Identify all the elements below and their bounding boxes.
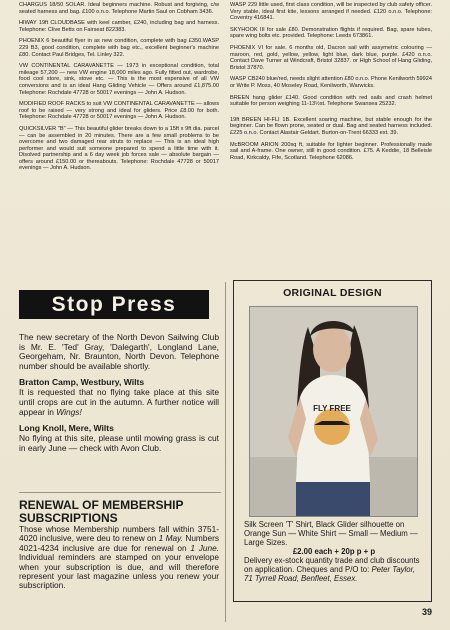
classified-ad: PHOENIX VI for sale. 6 months old, Dacron sail with assymetric colouring — maroon, red, gold, yellow, yellow, light blue, dark blue, purple. £420 o.n.o. Contact Dave Turner at Windcraft, Bristol 32837. or High School of Hang Gliding, Bristol 37870. xyxy=(230,44,432,71)
photo-illustration xyxy=(250,307,417,516)
classified-ad: VW CONTINENTAL CARAVANETTE — 1973 in exceptional condition, total mileage 57,200 — new VW engine 18,000 miles ago. Fully fitted out, wardrobe, food cool store, sink, stove etc. — This is the most expensive of all VW conversions and is an ideal Hang Gliding Vehicle — Offers around £1,875.00 Telephone: Rochdale 47728 or 50017 evenings — John A. Hudson. xyxy=(19,63,219,96)
stop-press-banner: Stop Press xyxy=(19,290,209,319)
section-divider xyxy=(19,492,221,493)
renewal-date: 1 May. xyxy=(158,533,183,544)
stop-press-heading: Long Knoll, Mere, Wilts xyxy=(19,423,114,434)
classified-ad: MODIFIED ROOF RACKS to suit VW CONTINENTAL CARAVANETTE — allows roof to be raised — very strong and ideal for gliders. Price £8.00 for both. Telephone: Rochdale 47728 or 50017 evenings — John A. Hudson. xyxy=(19,101,219,121)
classified-ad: SKYHOOK III for sale £80. Demonstration flights if required. Bag, spare tubes, spare wing bolts etc. provided. Telephone: Leeds 673861. xyxy=(230,26,432,40)
renewal-body xyxy=(19,525,219,591)
shirt-print-text: FLY FREE xyxy=(313,404,351,413)
advert-caption xyxy=(244,520,424,583)
renewal-date: 1 June. xyxy=(190,542,219,553)
advert-title: ORIGINAL DESIGN xyxy=(283,287,382,299)
stop-press-intro: The new secretary of the North Devon Sailwing Club is Mr. E. 'Ted' Gray, 'Dalegarth', Longland Lane, Georgeham, Nr. Braunton, North Devon. Telephone number should be available shortly. xyxy=(19,332,219,371)
cheques-text: Cheques and P/O to: xyxy=(296,565,370,574)
renewal-text: Those whose Membership numbers fall within 3751-4020 inclusive, were deu to renew on xyxy=(19,524,219,544)
page-number: 39 xyxy=(421,607,432,617)
stop-press-section xyxy=(19,333,219,459)
classified-ad: CHARGUS 18/50 SOLAR. Ideal beginners machine. Robust and forgiving, c/w seated harness and bag. £100 o.n.o. Telephone Martin Saul on Cobham 3436. xyxy=(19,2,219,15)
classified-ad: 19ft BREEN HI-FLI 1B. Excellent soaring machine, but stable enough for the beginner. Can be flown prone, seated or dual. Bag and seated harness included. £225 o.n.o. Contact Alastair Geldart. Burton-on-Trent 66333 ext. 39. xyxy=(230,116,432,136)
stop-press-item: No flying at this site, please until mowing grass is cut in early June — check with Avon Club. xyxy=(19,433,219,453)
classified-ad: McBROOM ARION 200sq ft, suitable for lighter beginner. Professionally made sail and A-frame. One owner, still in good condition. £75. A Keddie, 18 Belleisle Road, Kirkcaldy, Fife, Scotland. Telephone 62086. xyxy=(230,141,432,161)
stop-press-item xyxy=(19,388,219,417)
price-text: £2.00 each + 20p p + p xyxy=(292,547,376,556)
classified-ad: WASP 229 little used, first class condition, will be inspected by club safety officer. Very stable, ideal first kite, lessons arranged if needed. £120 o.n.o. Telephone: Coventry 416841. xyxy=(230,2,432,22)
stop-press-heading: Bratton Camp, Westbury, Wilts xyxy=(19,377,145,388)
classified-ad: HIWAY 19ft CLOUDBASE with keel camber, £240, including bag and harness. Telephone: Clive Betts on Fairseat 822383. xyxy=(19,20,219,33)
caption-text: Silk Screen 'T' Shirt, Black Glider silhouette on Orange Sun — White Shirt — Small — Medium — Large Sizes. xyxy=(244,520,418,547)
address-text: Peter Taylor, 71 Tyrrell Road, Benfleet, Essex. xyxy=(244,565,415,583)
classifieds-left-column xyxy=(19,2,219,177)
delivery-text: Delivery ex-stock quantity trade and club discounts on application. xyxy=(244,556,420,574)
stop-press-text: It is requested that no flying take place at this site until crops are cut in the autumn. A further notice will appear in xyxy=(19,387,219,417)
stop-press-italic: Wings! xyxy=(56,406,82,417)
classified-ad: PHOENIX 6 beautiful flyer in as new condition, complete with bag £350.WASP 229 B3, good condition, complete with bag etc., excellent beginner's machine £80. Contact Paul Bridges, Tel. Linley 322. xyxy=(19,38,219,58)
renewal-text: Individual reminders are stamped on your envelope when your subscription is due, and will therefore represent your last magazine unless you renew your subscription. xyxy=(19,552,219,591)
classifieds-right-column xyxy=(230,2,432,166)
original-design-advert xyxy=(233,280,432,602)
renewal-text: Numbers 4021-4234 inclusive are due for renewal on xyxy=(19,533,219,553)
classified-ad: WASP CB240 blue/red, needs slight attention £80 o.n.o. Phone Kenilworth 59924 or Write P. Moss, 40 Moseley Road, Kenilworth, Warwicks. xyxy=(230,76,432,89)
tshirt-model-photo xyxy=(249,306,418,517)
classified-ad: QUICKSILVER "B" — This beautiful glider breaks down to a 15ft x 9ft dia. parcel — can be assembled in 20 minutes. There are a few small problems to be overcome and two damaged rear struts to replace — This is an ideal high performer and would suit someone prepared to spend a little time with it. Disolved partnership and a 6 day week job forces sale — absolute bargain — offers around £150.00 or thereabouts. Telephone: Rochdale 47728 or 50017 evenings — John A. Hudson. xyxy=(19,125,219,172)
classified-ad: BREEN hang glider £140. Good condition with red sails and crash helmet suitable for person weighing 11-13½st. Telephone Swansea 25232. xyxy=(230,94,432,108)
renewal-title: RENEWAL OF MEMBERSHIP SUBSCRIPTIONS xyxy=(19,498,184,525)
column-divider xyxy=(225,282,226,622)
